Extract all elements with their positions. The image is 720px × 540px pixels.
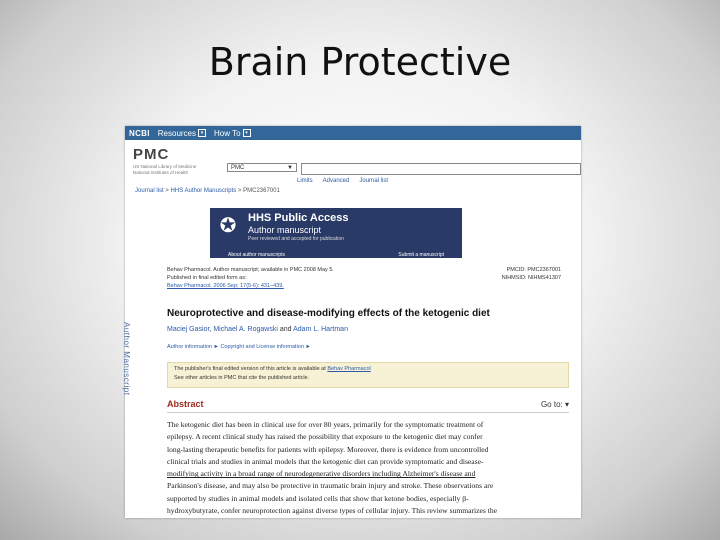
author-manuscript-side-tab: Author Manuscript <box>122 322 131 396</box>
hhs-eagle-icon: ✪ <box>219 215 237 237</box>
abstract-line-underlined: modifying activity in a broad range of neurodegenerative disorders including Alzheimer's disease and <box>167 469 476 479</box>
chevron-down-icon: ▾ <box>243 129 251 137</box>
resources-label: Resources <box>157 128 197 138</box>
database-select[interactable] <box>227 163 297 172</box>
citation-link[interactable]: Behav Pharmacol. 2006 Sep; 17(5-6): 431–439. <box>167 283 284 289</box>
chevron-down-icon: ▼ <box>287 165 293 171</box>
banner-links <box>210 252 462 258</box>
abstract-line: clinical trials and studies in animal models that the ketogenic diet can provide symptomatic and disease- <box>167 456 484 466</box>
notice-line: See other articles in PMC that cite the published article. <box>174 375 310 381</box>
author-list <box>167 326 348 333</box>
ncbi-top-bar <box>125 126 581 140</box>
abstract-heading: Abstract <box>167 399 204 409</box>
nlm-label <box>133 164 203 175</box>
howto-label: How To <box>214 128 241 138</box>
breadcrumb-separator: > <box>237 188 242 194</box>
author-info-link[interactable]: Author information ► Copyright and License information ► <box>167 344 311 350</box>
nihmsid: NIHMSID: NIHMS41307 <box>501 275 561 281</box>
howto-menu[interactable] <box>214 129 251 138</box>
pmcid: PMCID: PMC2367001 <box>506 267 561 273</box>
meta-line: Behav Pharmacol. Author manuscript; available in PMC 2008 May 5. <box>167 267 334 273</box>
author-and: and <box>279 326 292 333</box>
abstract-line: hydroxybutyrate, confer neuroprotection against diverse types of cellular injury. This review summarizes the <box>167 506 498 516</box>
search-links <box>297 178 388 184</box>
nlm-line: National Institutes of Health <box>133 169 189 175</box>
banner-subtitle: Author manuscript <box>248 225 322 235</box>
resources-menu[interactable] <box>158 129 206 138</box>
abstract-line: Parkinson's disease, and may also be protective in traumatic brain injury and stroke. These observations are <box>167 481 494 491</box>
hhs-public-access-banner <box>210 208 462 252</box>
goto-label: Go to: <box>540 400 563 409</box>
about-manuscripts-link[interactable]: About author manuscripts <box>228 252 285 258</box>
abstract-line: long-lasting therapeutic benefits for patients with epilepsy. Moreover, there is evidence from uncontrolled <box>167 444 489 454</box>
database-select-value: PMC <box>231 165 245 171</box>
journal-list-link[interactable]: Journal list <box>359 178 389 184</box>
advanced-link[interactable]: Advanced <box>322 178 350 184</box>
publisher-notice <box>167 362 569 388</box>
breadcrumb-separator: > <box>165 188 169 194</box>
article-ids <box>502 266 561 282</box>
ncbi-logo[interactable]: NCBI <box>129 128 150 138</box>
nlm-line: US National Library of Medicine <box>133 164 197 169</box>
citation-meta <box>167 266 387 290</box>
banner-title: HHS Public Access <box>248 212 349 224</box>
breadcrumb-journal-list[interactable]: Journal list <box>135 188 164 194</box>
abstract-body <box>167 419 569 517</box>
publisher-link[interactable]: Behav Pharmacol <box>327 366 371 372</box>
search-input[interactable] <box>301 163 581 175</box>
limits-link[interactable]: Limits <box>297 178 313 184</box>
pmc-screenshot <box>122 126 581 518</box>
author-link[interactable]: Michael A. Rogawski <box>213 326 278 333</box>
article-title: Neuroprotective and disease-modifying effects of the ketogenic diet <box>167 308 490 319</box>
breadcrumb-current: PMC2367001 <box>243 188 280 194</box>
notice-text: The publisher's final edited version of this article is available at <box>174 366 326 372</box>
author-link[interactable]: Maciej Gasior <box>167 326 210 333</box>
breadcrumb-hhs[interactable]: HHS Author Manuscripts <box>170 188 237 194</box>
chevron-down-icon: ▾ <box>198 129 206 137</box>
banner-note: Peer reviewed and accepted for publication <box>248 236 344 242</box>
chevron-down-icon: ▾ <box>564 400 569 409</box>
submit-manuscript-link[interactable]: Submit a manuscript <box>398 252 444 258</box>
meta-line: Published in final edited form as: <box>167 275 247 281</box>
pmc-header <box>125 140 581 186</box>
abstract-line: epilepsy. A recent clinical study has raised the possibility that exposure to the ketogenic diet may confer <box>167 432 483 442</box>
slide-title: Brain Protective <box>208 40 512 84</box>
abstract-line: The ketogenic diet has been in clinical use for over 80 years, primarily for the symptomatic treatment of <box>167 420 484 429</box>
breadcrumb <box>135 188 280 194</box>
author-separator: , <box>209 326 212 333</box>
abstract-header <box>167 398 569 413</box>
goto-menu[interactable] <box>541 400 569 409</box>
abstract-line: supported by studies in animal models and isolated cells that show that ketone bodies, especially β- <box>167 493 469 503</box>
notice-line <box>174 365 562 374</box>
author-link[interactable]: Adam L. Hartman <box>293 326 348 333</box>
pmc-logo[interactable]: PMC <box>133 146 170 163</box>
